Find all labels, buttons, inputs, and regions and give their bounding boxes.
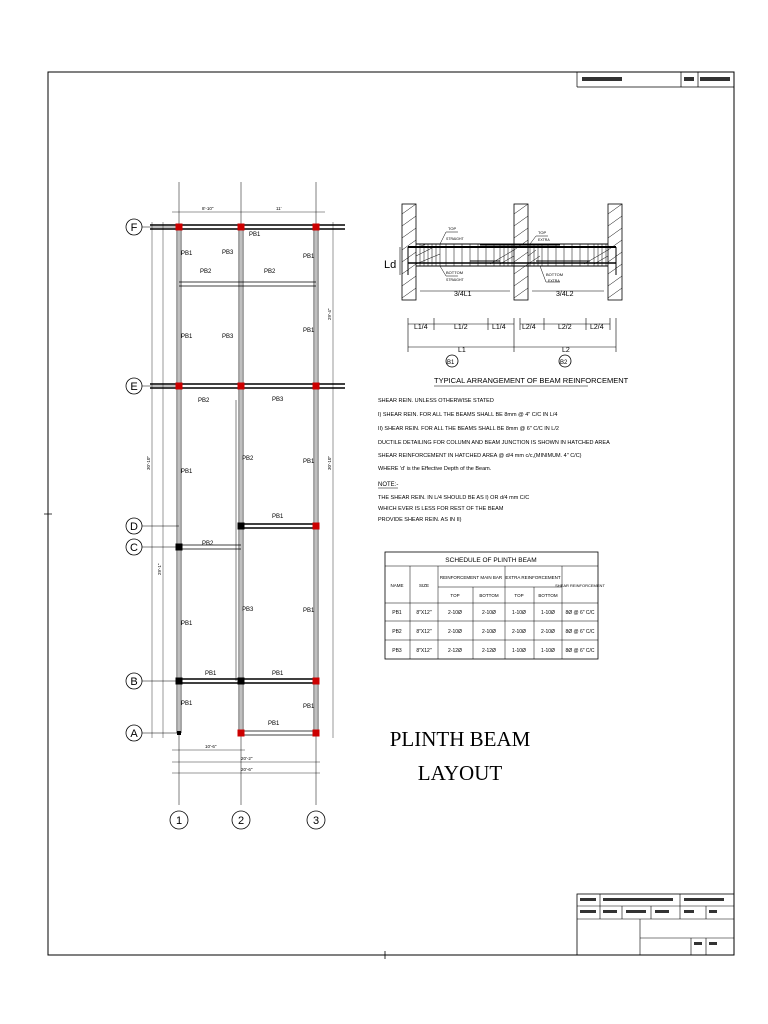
l2-2-label: L2/2 bbox=[558, 324, 572, 331]
beam-label-pb1-20: PB1 bbox=[272, 671, 284, 677]
grid-label-3: 3 bbox=[312, 815, 320, 827]
hdr-bottom2: BOTTOM bbox=[538, 593, 558, 598]
cell-top: 2-10Ø bbox=[448, 629, 462, 635]
hdr-size: SIZE bbox=[418, 583, 430, 588]
cell-shear: 8Ø @ 6" C/C bbox=[565, 648, 595, 654]
beam-label-pb1-13: PB1 bbox=[303, 459, 315, 465]
dim-right-upper: 30'-10" bbox=[327, 456, 332, 470]
hdr-top: TOP bbox=[450, 593, 460, 598]
beam-label-pb2-5: PB2 bbox=[264, 269, 276, 275]
grid-label-F: F bbox=[130, 222, 138, 234]
sheet-border bbox=[48, 72, 734, 955]
hdr-shear: SHEAR REINFORCEMENT bbox=[555, 583, 605, 588]
cell-size: 8"X12" bbox=[416, 610, 432, 616]
hdr-bottom: BOTTOM bbox=[479, 593, 499, 598]
detail-straight-label-2: STRAIGHT bbox=[446, 278, 464, 282]
cell-name: PB2 bbox=[392, 629, 402, 635]
note-sub-3: PROVIDE SHEAR REIN. AS IN II) bbox=[378, 517, 462, 523]
dim-right-lower: 29'-4" bbox=[327, 308, 332, 320]
schedule-table bbox=[385, 552, 605, 659]
column-2B bbox=[238, 678, 245, 685]
column-2A bbox=[238, 730, 245, 737]
beam-label-pb3-7: PB3 bbox=[222, 334, 234, 340]
beam-label-pb1-17: PB1 bbox=[181, 621, 193, 627]
schedule-row bbox=[392, 629, 595, 635]
note-heading: NOTE:- bbox=[378, 482, 399, 488]
drawing-title-line1: PLINTH BEAM bbox=[389, 727, 531, 751]
cell-bottom: 2-12Ø bbox=[482, 648, 496, 654]
dim-left-upper: 30'-10" bbox=[146, 456, 151, 470]
l2-4a-label: L2/4 bbox=[522, 324, 536, 331]
column-1E bbox=[176, 383, 183, 390]
l1-4b-label: L1/4 bbox=[492, 324, 506, 331]
beam-label-pb1-23: PB1 bbox=[268, 721, 280, 727]
column-1C bbox=[176, 544, 183, 551]
svg-text:B2: B2 bbox=[560, 360, 568, 366]
span1-label: 3/4L1 bbox=[454, 291, 472, 298]
grid-label-D: D bbox=[130, 521, 138, 533]
cell-extra-top: 2-10Ø bbox=[512, 629, 526, 635]
center-mark-left bbox=[44, 510, 52, 518]
typical-beam-detail bbox=[384, 204, 629, 386]
beam-label-pb1-8: PB1 bbox=[303, 328, 315, 334]
beam-label-pb3-10: PB3 bbox=[272, 397, 284, 403]
grid-label-1: 1 bbox=[175, 815, 183, 827]
column-3D bbox=[313, 523, 320, 530]
schedule-row bbox=[392, 610, 595, 616]
column-2E bbox=[238, 383, 245, 390]
cell-size: 8"X12" bbox=[416, 648, 432, 654]
schedule-title: SCHEDULE OF PLINTH BEAM bbox=[445, 557, 537, 564]
l2-label: L2 bbox=[562, 347, 570, 354]
detail-top-label-2: TOP bbox=[538, 230, 547, 235]
grid-label-E: E bbox=[130, 381, 138, 393]
cell-extra-top: 1-10Ø bbox=[512, 610, 526, 616]
beam-label-pb1-14: PB1 bbox=[272, 514, 284, 520]
cell-shear: 8Ø @ 6" C/C bbox=[565, 629, 595, 635]
column-1A bbox=[177, 731, 181, 735]
note-sub-2: WHICH EVER IS LESS FOR REST OF THE BEAM bbox=[378, 506, 504, 512]
cell-top: 2-12Ø bbox=[448, 648, 462, 654]
cell-bottom: 2-10Ø bbox=[482, 629, 496, 635]
column-3A bbox=[313, 730, 320, 737]
center-mark-bottom bbox=[381, 951, 389, 959]
note-line-6: WHERE 'd' is the Effective Depth of the Beam. bbox=[378, 466, 492, 472]
plinth-beam-plan bbox=[126, 182, 345, 829]
ld-label: Ld bbox=[384, 259, 397, 271]
span2-label: 3/4L2 bbox=[556, 291, 574, 298]
hdr-name: NAME bbox=[390, 583, 404, 588]
note-line-4: DUCTILE DETAILING FOR COLUMN AND BEAM JUNCTION IS SHOWN IN HATCHED AREA bbox=[378, 440, 610, 446]
detail-straight-label: STRAIGHT bbox=[446, 237, 464, 241]
detail-extra-label-2: EXTRA bbox=[548, 279, 560, 283]
dim-top-right: 11' bbox=[276, 206, 282, 211]
beam-label-pb3-16: PB3 bbox=[242, 607, 254, 613]
cell-shear: 8Ø @ 6" C/C bbox=[565, 610, 595, 616]
cell-name: PB3 bbox=[392, 648, 402, 654]
l1-4a-label: L1/4 bbox=[414, 324, 428, 331]
reinforcement-notes bbox=[378, 398, 610, 523]
beam-label-pb1-6: PB1 bbox=[181, 334, 193, 340]
l1-label: L1 bbox=[458, 347, 466, 354]
beam-label-pb1-3: PB1 bbox=[303, 254, 315, 260]
beam-label-pb1-19: PB1 bbox=[205, 671, 217, 677]
column-2F bbox=[238, 224, 245, 231]
column-1B bbox=[176, 678, 183, 685]
dim-bottom-2-text: 20'-2" bbox=[241, 756, 253, 761]
hdr-extra: EXTRA REINFORCEMENT bbox=[505, 575, 561, 580]
column-1F bbox=[176, 224, 183, 231]
column-3F bbox=[313, 224, 320, 231]
beam-label-pb2-9: PB2 bbox=[198, 398, 210, 404]
detail-extra-label: EXTRA bbox=[538, 238, 550, 242]
grid-label-2: 2 bbox=[237, 815, 245, 827]
dim-bottom-1-text: 10'-6" bbox=[205, 744, 217, 749]
cell-name: PB1 bbox=[392, 610, 402, 616]
column-3E bbox=[313, 383, 320, 390]
cell-size: 8"X12" bbox=[416, 629, 432, 635]
drawing-title-line2: LAYOUT bbox=[417, 761, 503, 785]
l2-4b-label: L2/4 bbox=[590, 324, 604, 331]
detail-bottom-label-2: BOTTOM bbox=[546, 272, 564, 277]
beam-label-pb1-0: PB1 bbox=[181, 251, 193, 257]
note-line-5: SHEAR REINFORCEMENT IN HATCHED AREA @ d/4 mm c/c,(MINIMUM. 4" C/C) bbox=[378, 453, 582, 459]
dim-top-left: 8'-10" bbox=[202, 206, 214, 211]
beam-label-pb1-22: PB1 bbox=[303, 704, 315, 710]
dim-bottom-3-text: 20'-6" bbox=[241, 767, 253, 772]
note-line-3: II) SHEAR REIN. FOR ALL THE BEAMS SHALL BE 8mm @ 6" C/C IN L/2 bbox=[378, 426, 559, 432]
hdr-top2: TOP bbox=[514, 593, 524, 598]
cell-extra-bottom: 1-10Ø bbox=[541, 610, 555, 616]
typical-title: TYPICAL ARRANGEMENT OF BEAM REINFORCEMENT bbox=[434, 376, 629, 385]
cell-bottom: 2-10Ø bbox=[482, 610, 496, 616]
dim-left-lower: 29'-1" bbox=[157, 563, 162, 575]
detail-bottom-label: BOTTOM bbox=[446, 270, 464, 275]
column-3B bbox=[313, 678, 320, 685]
grid-label-B: B bbox=[130, 676, 138, 688]
svg-text:B1: B1 bbox=[447, 360, 455, 366]
beam-label-pb1-21: PB1 bbox=[181, 701, 193, 707]
title-block bbox=[577, 894, 734, 955]
cell-top: 2-10Ø bbox=[448, 610, 462, 616]
beam-label-pb3-1: PB3 bbox=[222, 250, 234, 256]
beam-label-pb2-12: PB2 bbox=[242, 456, 254, 462]
detail-top-label: TOP bbox=[448, 226, 457, 231]
note-line-1: SHEAR REIN. UNLESS OTHERWISE STATED bbox=[378, 398, 494, 404]
cell-extra-top: 1-10Ø bbox=[512, 648, 526, 654]
beam-label-pb2-4: PB2 bbox=[200, 269, 212, 275]
note-line-2: I) SHEAR REIN. FOR ALL THE BEAMS SHALL BE 8mm @ 4" C/C IN L/4 bbox=[378, 412, 558, 418]
beam-label-pb1-2: PB1 bbox=[249, 232, 261, 238]
grid-label-C: C bbox=[130, 542, 138, 554]
beam-label-pb1-11: PB1 bbox=[181, 469, 193, 475]
cell-extra-bottom: 2-10Ø bbox=[541, 629, 555, 635]
column-2D bbox=[238, 523, 245, 530]
note-sub-1: THE SHEAR REIN. IN L/4 SHOULD BE AS I) OR d/4 mm C/C bbox=[378, 495, 530, 501]
cell-extra-bottom: 1-10Ø bbox=[541, 648, 555, 654]
grid-label-A: A bbox=[130, 728, 138, 740]
hdr-main: REINFORCEMENT MAIN BAR bbox=[439, 575, 503, 580]
schedule-row bbox=[392, 648, 595, 654]
beam-label-pb2-15: PB2 bbox=[202, 541, 214, 547]
l1-2-label: L1/2 bbox=[454, 324, 468, 331]
beam-label-pb1-18: PB1 bbox=[303, 608, 315, 614]
